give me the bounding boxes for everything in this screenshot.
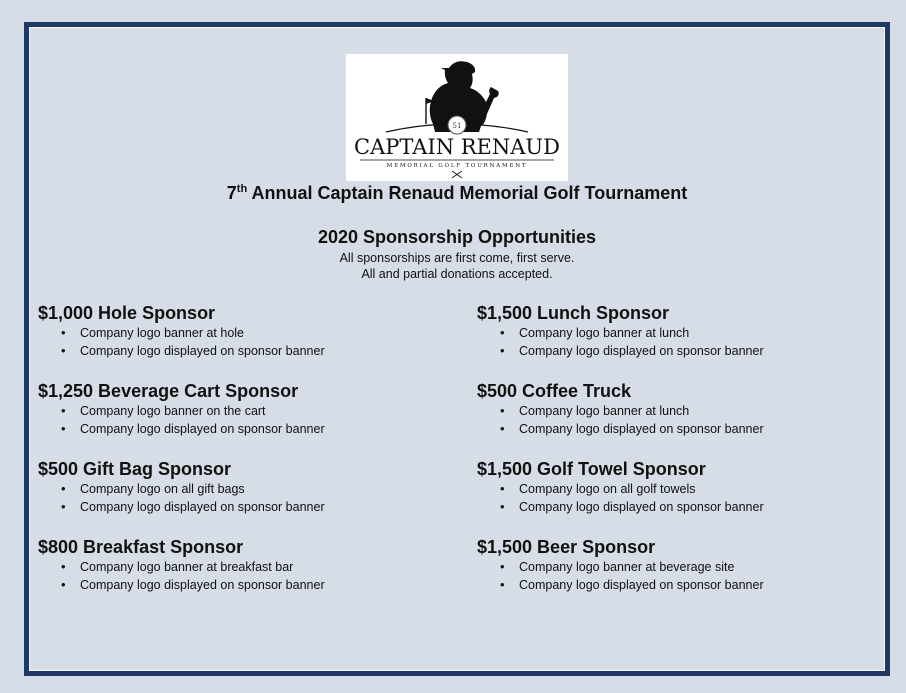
sponsor-block	[38, 302, 438, 360]
sponsor-title: $500 Coffee Truck	[477, 381, 632, 401]
benefit-item: • Company logo displayed on sponsor banner	[519, 342, 877, 360]
sponsor-benefits	[38, 402, 438, 438]
benefit-item: • Company logo banner on the cart	[80, 402, 438, 420]
sponsor-title: $1,000 Hole Sponsor	[38, 303, 216, 323]
note-donations: All and partial donations accepted.	[361, 267, 553, 281]
sponsor-title: $1,250 Beverage Cart Sponsor	[38, 381, 299, 401]
sponsor-benefits	[477, 558, 877, 594]
note-first-come: All sponsorships are first come, first serve.	[339, 251, 575, 265]
sponsor-title: $800 Breakfast Sponsor	[38, 537, 244, 557]
sponsor-block	[38, 536, 438, 594]
captain-renaud-logo	[346, 54, 568, 181]
logo-tagline: MEMORIAL GOLF TOURNAMENT	[386, 163, 528, 169]
sponsor-benefits	[477, 402, 877, 438]
benefit-item: • Company logo on all gift bags	[80, 480, 438, 498]
benefit-item: • Company logo banner at beverage site	[519, 558, 877, 576]
sponsor-title: $1,500 Lunch Sponsor	[477, 303, 670, 323]
sponsor-block	[38, 458, 438, 516]
sponsor-benefits	[38, 480, 438, 516]
sponsor-benefits	[477, 324, 877, 360]
sponsor-title: $1,500 Golf Towel Sponsor	[477, 459, 706, 479]
benefit-item: • Company logo displayed on sponsor banner	[80, 420, 438, 438]
benefit-item: • Company logo displayed on sponsor banner	[80, 498, 438, 516]
logo-ball-number: 51	[452, 122, 462, 130]
sponsor-block	[477, 536, 877, 594]
benefit-item: • Company logo displayed on sponsor banner	[80, 342, 438, 360]
sponsor-benefits	[38, 324, 438, 360]
logo-name: CAPTAIN RENAUD	[354, 135, 560, 159]
benefit-item: • Company logo banner at lunch	[519, 324, 877, 342]
content-area	[29, 27, 885, 671]
sponsor-block	[38, 380, 438, 438]
page-title: 7th Annual Captain Renaud Memorial Golf Tournament	[226, 183, 688, 203]
page-frame	[24, 22, 890, 676]
benefit-item: • Company logo displayed on sponsor banner	[519, 576, 877, 594]
sponsor-block	[477, 458, 877, 516]
benefit-item: • Company logo banner at breakfast bar	[80, 558, 438, 576]
sponsor-title: $500 Gift Bag Sponsor	[38, 459, 232, 479]
benefit-item: • Company logo on all golf towels	[519, 480, 877, 498]
sponsor-benefits	[38, 558, 438, 594]
benefit-item: • Company logo banner at hole	[80, 324, 438, 342]
sponsor-benefits	[477, 480, 877, 516]
sponsor-block	[477, 380, 877, 438]
sponsor-title: $1,500 Beer Sponsor	[477, 537, 656, 557]
benefit-item: • Company logo displayed on sponsor banner	[519, 420, 877, 438]
benefit-item: • Company logo banner at lunch	[519, 402, 877, 420]
sponsor-block	[477, 302, 877, 360]
page-subtitle: 2020 Sponsorship Opportunities	[317, 227, 597, 247]
benefit-item: • Company logo displayed on sponsor banner	[80, 576, 438, 594]
benefit-item: • Company logo displayed on sponsor banner	[519, 498, 877, 516]
